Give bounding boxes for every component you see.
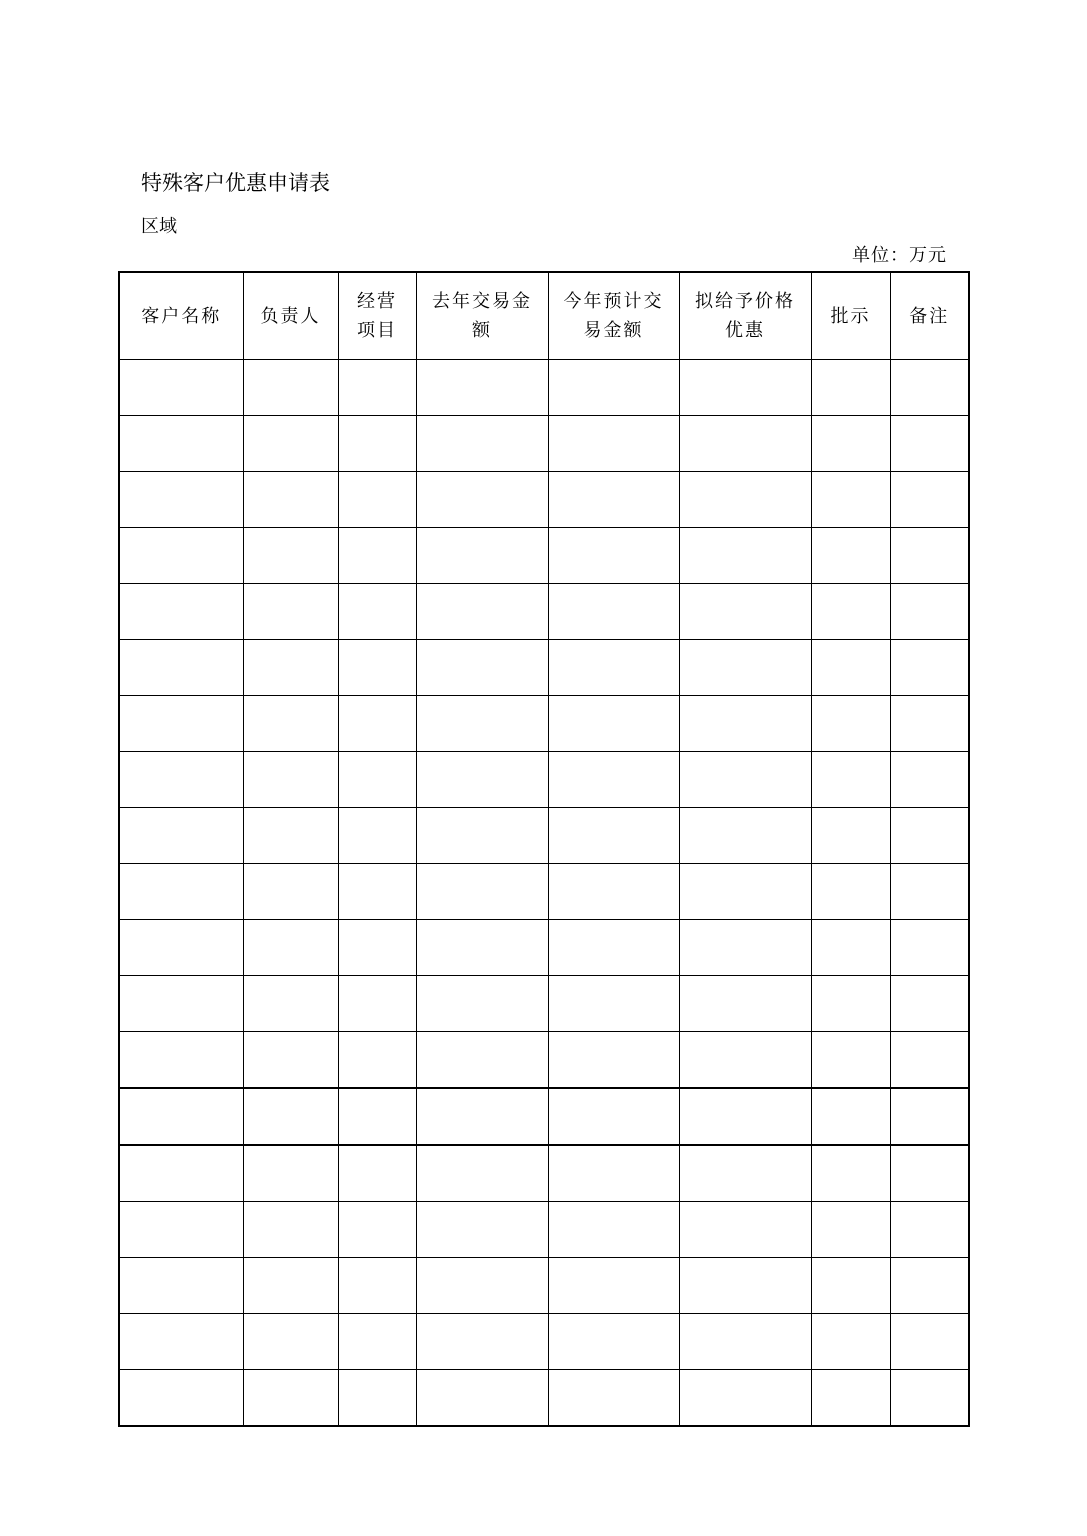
table-cell[interactable] <box>338 1314 416 1370</box>
table-cell[interactable] <box>548 1258 679 1314</box>
table-cell[interactable] <box>338 416 416 472</box>
table-cell[interactable] <box>119 416 243 472</box>
table-row <box>119 472 969 528</box>
table-cell[interactable] <box>338 864 416 920</box>
table-cell[interactable] <box>119 640 243 696</box>
table-cell[interactable] <box>890 1032 969 1089</box>
table-row <box>119 752 969 808</box>
table-cell[interactable] <box>243 864 338 920</box>
table-cell[interactable] <box>679 1314 811 1370</box>
table-cell[interactable] <box>243 416 338 472</box>
table-cell[interactable] <box>416 920 548 976</box>
table-row <box>119 976 969 1032</box>
table-cell[interactable] <box>811 1032 890 1089</box>
table-cell[interactable] <box>243 528 338 584</box>
table-cell[interactable] <box>243 640 338 696</box>
table-cell[interactable] <box>811 1202 890 1258</box>
table-cell[interactable] <box>548 640 679 696</box>
table-cell[interactable] <box>338 472 416 528</box>
table-cell[interactable] <box>416 752 548 808</box>
table-cell[interactable] <box>416 1032 548 1089</box>
table-cell[interactable] <box>338 1145 416 1202</box>
header-label: 去年交易金额 <box>432 291 532 341</box>
table-cell[interactable] <box>338 920 416 976</box>
header-label: 今年预计交易金额 <box>563 291 664 341</box>
table-cell[interactable] <box>890 1088 969 1145</box>
table-cell[interactable] <box>548 528 679 584</box>
table-cell[interactable] <box>890 584 969 640</box>
table-cell[interactable] <box>890 752 969 808</box>
table-cell[interactable] <box>679 1370 811 1427</box>
table-cell[interactable] <box>119 808 243 864</box>
table-cell[interactable] <box>679 696 811 752</box>
table-cell[interactable] <box>679 1258 811 1314</box>
header-customer-name <box>119 272 243 360</box>
header-business-item <box>338 272 416 360</box>
table-cell[interactable] <box>119 920 243 976</box>
table-row <box>119 864 969 920</box>
table-cell[interactable] <box>679 1032 811 1089</box>
table-cell[interactable] <box>119 752 243 808</box>
table-cell[interactable] <box>890 1314 969 1370</box>
header-approval <box>811 272 890 360</box>
table-cell[interactable] <box>890 640 969 696</box>
header-label: 客户名称 <box>141 305 222 327</box>
table-cell[interactable] <box>243 1145 338 1202</box>
table-cell[interactable] <box>679 1202 811 1258</box>
table-cell[interactable] <box>338 584 416 640</box>
table-cell[interactable] <box>338 640 416 696</box>
table-cell[interactable] <box>119 584 243 640</box>
form-title: 特殊客户优惠申请表 <box>141 171 330 195</box>
table-cell[interactable] <box>548 752 679 808</box>
table-row <box>119 1258 969 1314</box>
table-cell[interactable] <box>679 360 811 416</box>
table-cell[interactable] <box>548 864 679 920</box>
table-cell[interactable] <box>243 808 338 864</box>
table-cell[interactable] <box>811 920 890 976</box>
table-cell[interactable] <box>243 920 338 976</box>
table-cell[interactable] <box>679 808 811 864</box>
table-cell[interactable] <box>890 528 969 584</box>
table-row <box>119 416 969 472</box>
table-cell[interactable] <box>416 808 548 864</box>
table-cell[interactable] <box>416 696 548 752</box>
table-cell[interactable] <box>243 1314 338 1370</box>
table-cell[interactable] <box>811 864 890 920</box>
table-cell[interactable] <box>890 1258 969 1314</box>
table-cell[interactable] <box>811 1370 890 1427</box>
table-cell[interactable] <box>890 864 969 920</box>
table-cell[interactable] <box>416 1314 548 1370</box>
header-person-in-charge <box>243 272 338 360</box>
application-table <box>118 271 970 1427</box>
table-cell[interactable] <box>548 1370 679 1427</box>
table-cell[interactable] <box>119 1145 243 1202</box>
table-cell[interactable] <box>338 1258 416 1314</box>
table-cell[interactable] <box>243 360 338 416</box>
header-label: 拟给予价格优惠 <box>695 291 795 341</box>
table-cell[interactable] <box>679 472 811 528</box>
table-header-row <box>119 272 969 360</box>
table-cell[interactable] <box>548 1032 679 1089</box>
table-cell[interactable] <box>338 1032 416 1089</box>
table-cell[interactable] <box>890 808 969 864</box>
table-cell[interactable] <box>679 640 811 696</box>
table-cell[interactable] <box>416 864 548 920</box>
table-cell[interactable] <box>890 1202 969 1258</box>
table-cell[interactable] <box>243 1032 338 1089</box>
table-cell[interactable] <box>548 1314 679 1370</box>
table-cell[interactable] <box>416 1258 548 1314</box>
table-cell[interactable] <box>243 976 338 1032</box>
table-cell[interactable] <box>119 1088 243 1145</box>
table-row <box>119 808 969 864</box>
table-row <box>119 1370 969 1427</box>
table-cell[interactable] <box>119 360 243 416</box>
table-cell[interactable] <box>811 472 890 528</box>
table-cell[interactable] <box>338 808 416 864</box>
header-label: 备注 <box>909 305 950 327</box>
table-cell[interactable] <box>548 584 679 640</box>
table-cell[interactable] <box>811 696 890 752</box>
table-cell[interactable] <box>416 976 548 1032</box>
table-cell[interactable] <box>416 472 548 528</box>
header-this-year-estimate <box>548 272 679 360</box>
table-cell[interactable] <box>548 1145 679 1202</box>
table-cell[interactable] <box>243 752 338 808</box>
header-last-year-amount <box>416 272 548 360</box>
table-cell[interactable] <box>811 976 890 1032</box>
table-row <box>119 1145 969 1202</box>
table-cell[interactable] <box>679 864 811 920</box>
table-row <box>119 1202 969 1258</box>
table-cell[interactable] <box>416 640 548 696</box>
table-row <box>119 1314 969 1370</box>
table-cell[interactable] <box>548 808 679 864</box>
table-cell[interactable] <box>338 1370 416 1427</box>
header-label: 负责人 <box>260 305 321 327</box>
table-cell[interactable] <box>679 416 811 472</box>
table-cell[interactable] <box>416 1088 548 1145</box>
table-row <box>119 360 969 416</box>
header-remarks <box>890 272 969 360</box>
table-cell[interactable] <box>679 528 811 584</box>
table-row <box>119 640 969 696</box>
table-cell[interactable] <box>119 696 243 752</box>
table-cell[interactable] <box>548 920 679 976</box>
table-cell[interactable] <box>811 640 890 696</box>
table-cell[interactable] <box>416 360 548 416</box>
table-cell[interactable] <box>548 416 679 472</box>
table-cell[interactable] <box>811 808 890 864</box>
table-row <box>119 1032 969 1089</box>
table-cell[interactable] <box>119 1314 243 1370</box>
table-row <box>119 696 969 752</box>
table-cell[interactable] <box>679 976 811 1032</box>
table-cell[interactable] <box>119 528 243 584</box>
table-cell[interactable] <box>811 1258 890 1314</box>
table-cell[interactable] <box>119 976 243 1032</box>
table-cell[interactable] <box>119 1202 243 1258</box>
table-cell[interactable] <box>548 472 679 528</box>
table-cell[interactable] <box>243 1202 338 1258</box>
table-cell[interactable] <box>811 1145 890 1202</box>
table-cell[interactable] <box>679 752 811 808</box>
table-cell[interactable] <box>811 752 890 808</box>
region-label: 区域 <box>141 216 177 237</box>
table-cell[interactable] <box>890 976 969 1032</box>
table-cell[interactable] <box>416 528 548 584</box>
table-cell[interactable] <box>548 1202 679 1258</box>
table-cell[interactable] <box>338 1088 416 1145</box>
table-cell[interactable] <box>890 1370 969 1427</box>
table-cell[interactable] <box>338 696 416 752</box>
table-cell[interactable] <box>890 360 969 416</box>
table-cell[interactable] <box>548 360 679 416</box>
table-cell[interactable] <box>416 1370 548 1427</box>
table-cell[interactable] <box>416 416 548 472</box>
table-cell[interactable] <box>243 696 338 752</box>
table-cell[interactable] <box>243 1258 338 1314</box>
table-cell[interactable] <box>119 1258 243 1314</box>
table-cell[interactable] <box>811 1314 890 1370</box>
table-row <box>119 528 969 584</box>
table-cell[interactable] <box>338 752 416 808</box>
table-cell[interactable] <box>548 696 679 752</box>
table-row <box>119 584 969 640</box>
table-row <box>119 1088 969 1145</box>
table-cell[interactable] <box>243 472 338 528</box>
table-cell[interactable] <box>811 360 890 416</box>
table-cell[interactable] <box>679 1088 811 1145</box>
table-cell[interactable] <box>338 1202 416 1258</box>
table-cell[interactable] <box>338 528 416 584</box>
table-cell[interactable] <box>679 1145 811 1202</box>
table-cell[interactable] <box>338 360 416 416</box>
table-cell[interactable] <box>890 696 969 752</box>
table-cell[interactable] <box>679 584 811 640</box>
table-cell[interactable] <box>243 1088 338 1145</box>
table-cell[interactable] <box>811 584 890 640</box>
table-cell[interactable] <box>416 1145 548 1202</box>
table-cell[interactable] <box>548 976 679 1032</box>
table-cell[interactable] <box>119 864 243 920</box>
table-cell[interactable] <box>416 1202 548 1258</box>
table-cell[interactable] <box>119 1370 243 1427</box>
table-cell[interactable] <box>338 976 416 1032</box>
table-cell[interactable] <box>890 1145 969 1202</box>
table-cell[interactable] <box>548 1088 679 1145</box>
table-cell[interactable] <box>119 1032 243 1089</box>
unit-label: 单位：万元 <box>852 245 947 266</box>
table-cell[interactable] <box>890 920 969 976</box>
table-cell[interactable] <box>890 416 969 472</box>
table-cell[interactable] <box>811 1088 890 1145</box>
table-cell[interactable] <box>416 584 548 640</box>
header-label: 批示 <box>830 305 871 327</box>
table-cell[interactable] <box>811 416 890 472</box>
table-cell[interactable] <box>811 528 890 584</box>
table-cell[interactable] <box>119 472 243 528</box>
table-cell[interactable] <box>243 1370 338 1427</box>
table-cell[interactable] <box>243 584 338 640</box>
header-label: 经营项目 <box>357 291 397 341</box>
table-cell[interactable] <box>890 472 969 528</box>
table-cell[interactable] <box>679 920 811 976</box>
table-body <box>119 360 969 1427</box>
table-row <box>119 920 969 976</box>
header-proposed-discount <box>679 272 811 360</box>
